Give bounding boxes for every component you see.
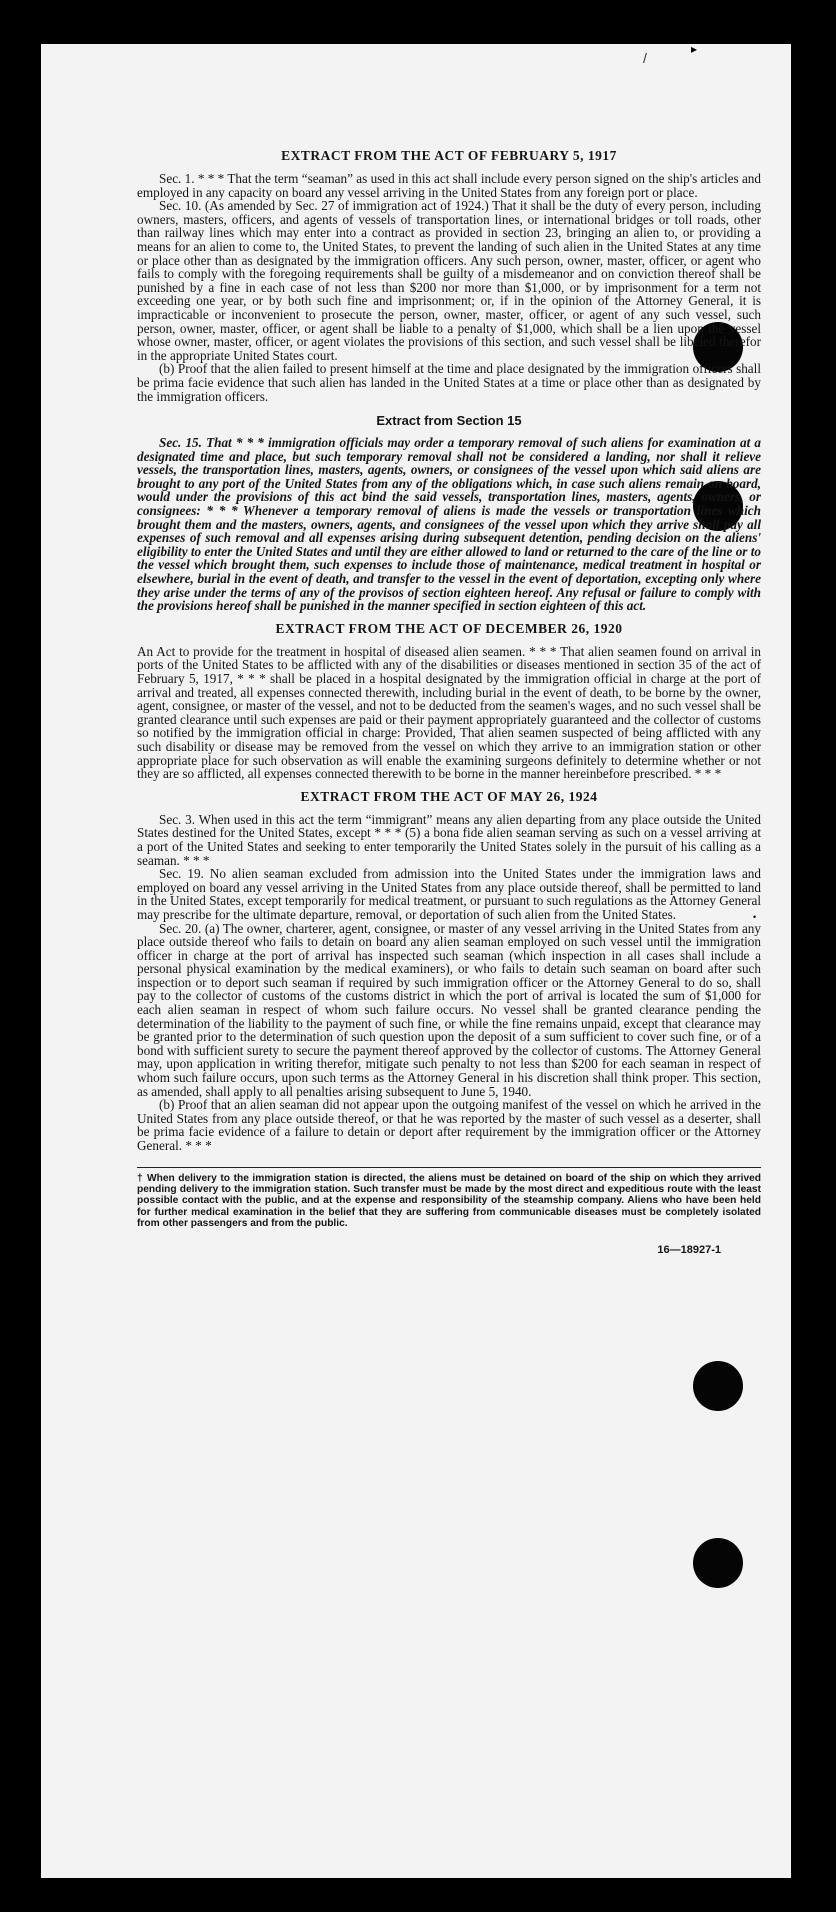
footnote [137, 1173, 761, 1230]
sec-19-paragraph: Sec. 19. No alien seaman excluded from admission into the United States under the immigration laws and employed on board any vessel arriving in the United States from any place outside thereof, shall be permitted to land in the United States, except temporarily for medical treatment, or pursuant to such regulations as the Attorney General may prescribe for the ultimate departure, removal, or deportation of such alien from the United States. [137, 866, 761, 922]
sec-3-paragraph: Sec. 3. When used in this act the term “immigrant” means any alien departing from any place outside the United States destined for the United States, except * * * (5) a bona fide alien seaman serving as such on a vessel arriving at a port of the United States and seeking to enter temporarily the United States solely in the pursuit of his calling as a seaman. * * * [137, 811, 761, 868]
act-1917-section [137, 148, 761, 403]
document-body [137, 148, 761, 1256]
sec-15-paragraph: Sec. 15. That * * * immigration officials may order a temporary removal of such aliens for examination at a designated time and place, but such temporary removal shall not be considered a landing, nor shall it relieve vessels, the transportation lines, masters, agents, owners, or consignees of the vessel upon which said aliens are brought to any port of the United States from any of the obligations which, in case such aliens remain on board, would under the provisions of this act bind the said vessels, transportation lines, masters, agents, owners, or consignees: * * * Whenever a temporary removal of aliens is made the vessels or transportation lines which brought them and the masters, owners, agents, and consignees of the vessel upon which they arrive shall pay all expenses of such removal and all expenses arising during subsequent detention, pending decision on the aliens' eligibility to enter the United States and until they are either allowed to land or returned to the care of the line or to the vessel which brought them, such expenses to include those of maintenance, medical treatment in hospital or elsewhere, burial in the event of death, and transfer to the vessel in the event of deportation, excepting only where they arise under the terms of any of the provisos of section eighteen hereof. Any refusal or failure to comply with the provisions hereof shall be punished in the manner specified in section eighteen of this act. [137, 435, 761, 614]
footnote-text: † When delivery to the immigration station is directed, the aliens must be detained on board of the ship on which they arrived pending delivery to the immigration station. Such transfer must be made by the most direct and expeditious route with the least possible contact with the public, and at the expense and responsibility of the steamship company. Aliens who have been held for further medical examination in the belief that they are suffering from communicable diseases must be completely isolated from other passengers and from the public. [137, 1172, 761, 1230]
act-1920-heading: EXTRACT FROM THE ACT OF DECEMBER 26, 1920 [275, 620, 623, 636]
act-1924-section [137, 789, 761, 1153]
sec-10-b-paragraph: (b) Proof that the alien failed to present himself at the time and place designated by the immigration officers shall be prima facie evidence that such alien has landed in the United States at a time or place other than as designated by the immigration officers. [137, 361, 761, 404]
sec-10-paragraph: Sec. 10. (As amended by Sec. 27 of immigration act of 1924.) That it shall be the duty of every person, including owners, masters, officers, and agents of vessels of transportation lines, or international bridges or toll roads, other than railway lines which may enter into a contract as provided in section 23, bringing an alien to, or providing a means for an alien to come to, the United States, to prevent the landing of such alien in the United States at any time or place other than as designated by the immigration officers. Any such person, owner, master, officer, or agent who fails to comply with the foregoing requirements shall be guilty of a misdemeanor and on conviction thereof shall be punished by a fine in each case of not less than $200 nor more than $1,000, or by imprisonment for a term not exceeding one year, or by both such fine and imprisonment; or, if in the opinion of the Attorney General, it is impracticable or inconvenient to prosecute the person, owner, master, officer, or agent of any such vessel, such person, owner, master, officer, or agent shall be liable to a penalty of $1,000, which shall be a lien upon the vessel whose owner, master, officer, or agent violates the provisions of this section, and such vessel shall be libeled therefor in the appropriate United States court. [137, 198, 761, 363]
pen-mark: / [643, 50, 647, 66]
footnote-divider [137, 1167, 761, 1168]
corner-mark: ▸ [691, 44, 698, 56]
act-1924-heading: EXTRACT FROM THE ACT OF MAY 26, 1924 [300, 788, 598, 804]
act-1920-section [137, 621, 761, 781]
act-1917-heading: EXTRACT FROM THE ACT OF FEBRUARY 5, 1917 [281, 148, 617, 163]
act-1920-paragraph: An Act to provide for the treatment in hospital of diseased alien seamen. * * * That alien seamen found on arrival in ports of the United States to be afflicted with any of the disabilities or diseases mentioned in section 35 of the act of February 5, 1917, * * * shall be placed in a hospital designated by the immigration official in charge at the port of arrival and treated, all expenses connected therewith, including burial in the event of death, to be borne by the owner, agent, consignee, or master of the vessel, and not to be deducted from the seamen's wages, and no such vessel shall be granted clearance until such expenses are paid or their payment appropriately guaranteed and the collector of customs so notified by the immigration official in charge: Provided, That alien seamen suspected of being afflicted with any such disability or disease may be removed from the vessel on which they arrive to an immigration station or other appropriate place for such observation as will enable the examining surgeons definitely to determine whether or not they are so afflicted, all expenses connected therewith to be borne in the manner hereinbefore prescribed. * * * [137, 643, 761, 782]
sec-20-b-paragraph: (b) Proof that an alien seaman did not appear upon the outgoing manifest of the vessel on which he arrived in the United States from any place outside thereof, or that he was reported by the master of such vessel as a deserter, shall be prima facie evidence of a failure to detain or deport after requirement by the immigration officer or the Attorney General. * * * [137, 1097, 761, 1153]
punch-hole-3 [693, 1361, 743, 1411]
section-15-extract [137, 413, 761, 613]
sec-1-paragraph: Sec. 1. * * * That the term “seaman” as used in this act shall include every person signed on the ship's articles and employed in any capacity on board any vessel arriving in the United States from any foreign port or place. [137, 171, 761, 200]
sec-20-a-paragraph: Sec. 20. (a) The owner, charterer, agent, consignee, or master of any vessel arriving in the United States from any place outside thereof who fails to detain on board any alien seaman employed on such vessel until the immigration officer in charge at the port of arrival has inspected such seaman (which inspection in all cases shall include a personal physical examination by the medical examiners), or who fails to detain such seaman on board after such inspection or to deport such seaman if required by such immigration officer or the Attorney General to do so, shall pay to the collector of customs of the customs district in which the port of arrival is located the sum of $1,000 for each alien seaman in respect of whom such failure occurs. No vessel shall be granted clearance pending the determination of the liability to the payment of such fine, or while the fine remains unpaid, except that clearance may be granted prior to the determination of such question upon the deposit of a sum sufficient to cover such fine, or of a bond with sufficient surety to secure the payment thereof approved by the collector of customs. The Attorney General may, upon application in writing therefor, mitigate such penalty to not less than $200 for each seaman in respect of whom such failure occurs, upon such terms as the Attorney General in his discretion shall think proper. This section, as amended, shall apply to all penalties arising subsequent to June 5, 1940. [137, 920, 761, 1099]
section-15-heading: Extract from Section 15 [376, 413, 522, 429]
form-number: 16—18927-1 [657, 1243, 721, 1256]
document-page [41, 44, 791, 1878]
margin-dot: • [753, 912, 757, 922]
punch-hole-4 [693, 1538, 743, 1588]
